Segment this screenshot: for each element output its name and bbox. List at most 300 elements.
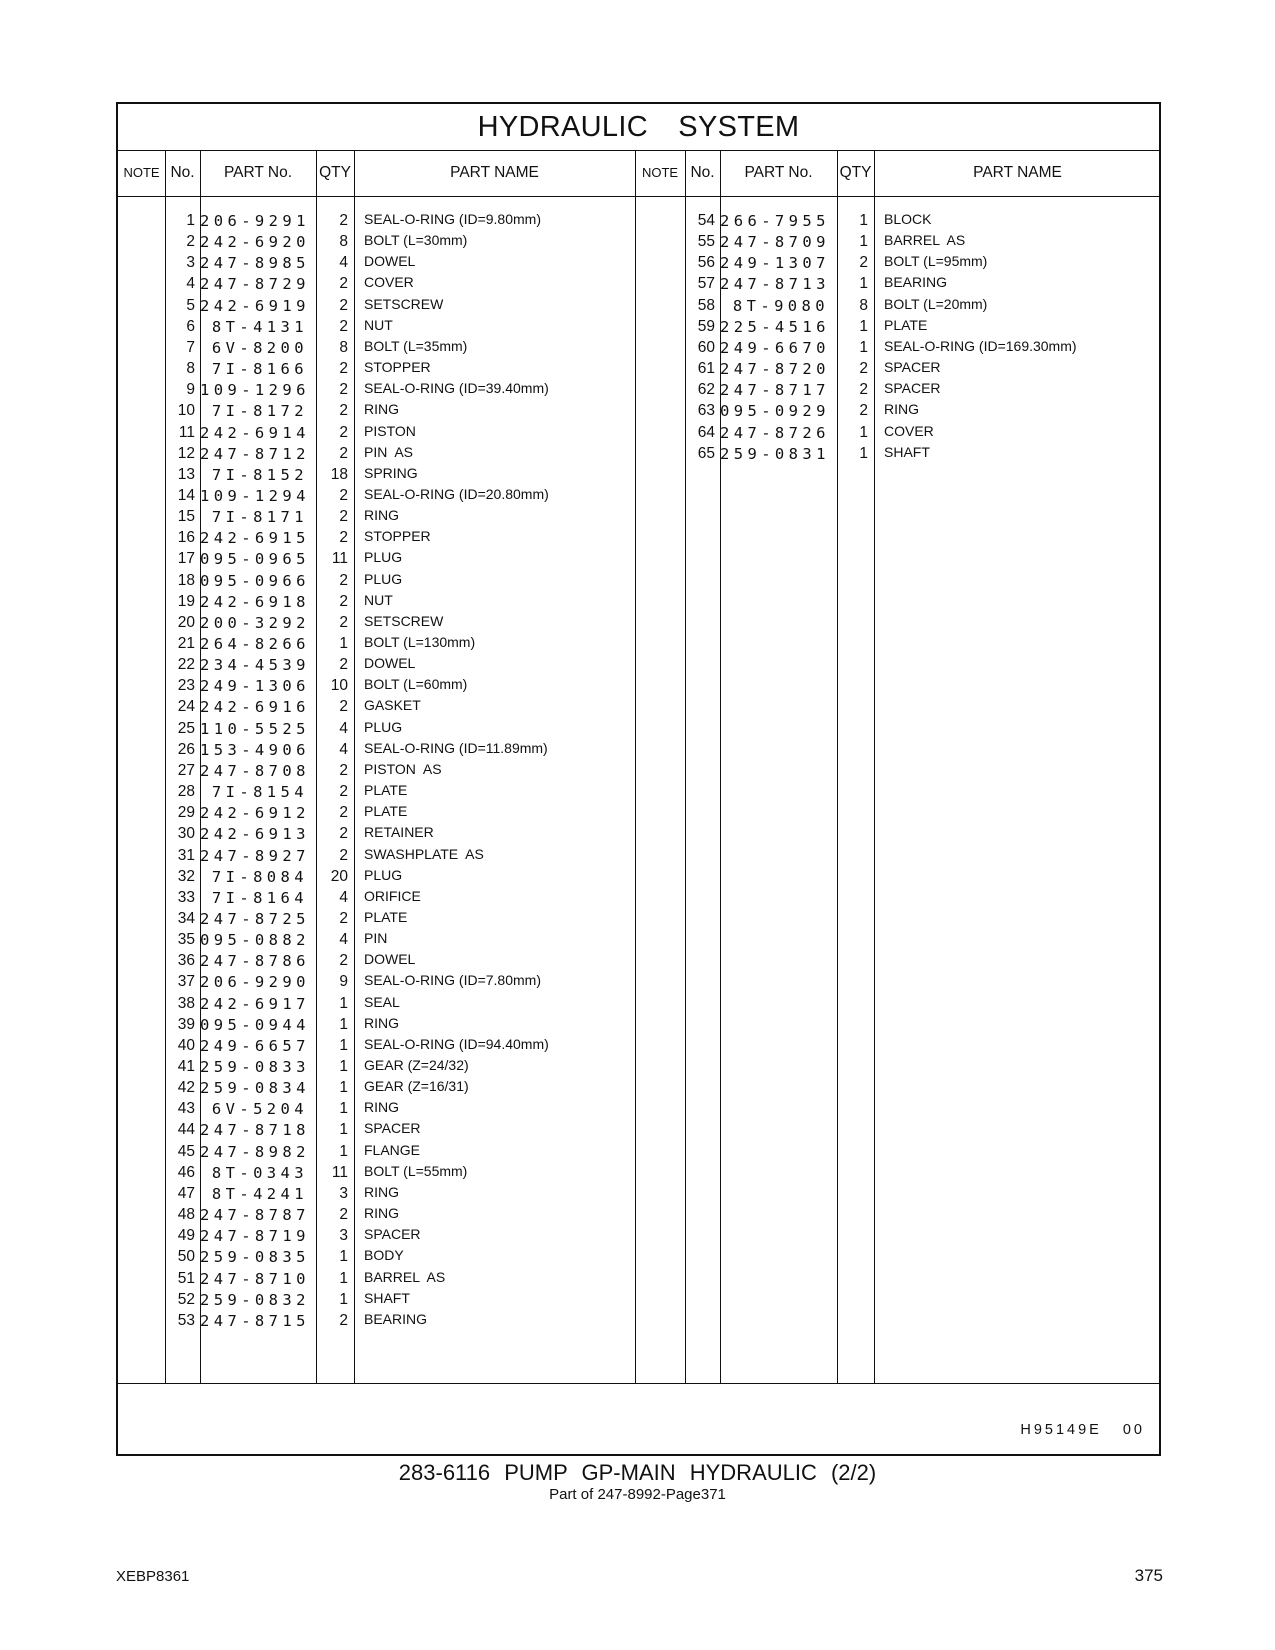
- quantity: 3: [339, 1184, 348, 1202]
- part-number: 6V-8200: [211, 338, 308, 357]
- part-number: 242-6919: [200, 296, 310, 315]
- item-number: 44: [177, 1121, 195, 1139]
- quantity: 2: [859, 402, 868, 420]
- quantity: 4: [339, 719, 348, 737]
- item-number: 46: [177, 1163, 195, 1181]
- quantity: 2: [339, 381, 348, 399]
- part-number: 242-6916: [200, 698, 310, 717]
- item-number: 3: [186, 254, 195, 272]
- quantity: 1: [339, 994, 348, 1012]
- part-name: DOWEL: [364, 655, 416, 672]
- quantity: 2: [339, 825, 348, 843]
- item-number: 20: [177, 613, 195, 631]
- table-row: [118, 929, 1159, 951]
- quantity: 2: [859, 360, 868, 378]
- item-number: 41: [177, 1058, 195, 1075]
- table-row: [118, 485, 1159, 507]
- part-name: PISTON: [364, 422, 416, 439]
- quantity: 2: [339, 423, 348, 441]
- quantity: 1: [859, 317, 868, 335]
- quantity: 1: [339, 1100, 348, 1118]
- part-name: FLANGE: [364, 1141, 421, 1158]
- table-row: [118, 1077, 1159, 1099]
- item-number: 42: [177, 1079, 195, 1097]
- quantity: 8: [859, 296, 868, 314]
- part-number: 110-5525: [200, 719, 310, 738]
- part-number: 242-6915: [200, 529, 310, 548]
- part-name: BARREL AS: [364, 1268, 446, 1285]
- table-row: [118, 739, 1159, 761]
- item-number: 36: [177, 952, 195, 970]
- part-number: 247-8720: [720, 360, 830, 379]
- document-id: XEBP8361: [116, 1568, 190, 1585]
- header-part-right: PART No.: [744, 164, 813, 181]
- table-row: [118, 866, 1159, 888]
- part-name: PLATE: [364, 908, 408, 925]
- part-name: PLATE: [364, 782, 408, 799]
- part-number: 247-8708: [200, 761, 310, 780]
- table-row: [118, 675, 1159, 697]
- table-row: [118, 1310, 1159, 1332]
- part-number: 7I-8171: [211, 508, 308, 527]
- item-number: 26: [177, 740, 195, 758]
- item-number: 30: [177, 825, 195, 843]
- quantity: 4: [339, 931, 348, 949]
- quantity: 2: [339, 296, 348, 314]
- header-name-left: PART NAME: [450, 164, 539, 181]
- part-name: BOLT (L=130mm): [364, 634, 476, 650]
- table-row: [118, 506, 1159, 528]
- item-number: 28: [177, 783, 195, 801]
- quantity: 1: [339, 1079, 348, 1097]
- part-name: BEARING: [364, 1310, 428, 1327]
- part-name: SHAFT: [884, 443, 930, 460]
- part-name: PISTON AS: [364, 760, 442, 777]
- part-name: SEAL-O-RING (ID=11.89mm): [364, 739, 548, 756]
- part-name: SEAL-O-RING (ID=7.80mm): [364, 972, 541, 989]
- item-number: 48: [177, 1206, 195, 1224]
- part-number: 247-8712: [200, 444, 310, 463]
- quantity: 2: [339, 317, 348, 335]
- item-number: 18: [177, 571, 195, 589]
- table-row: [118, 210, 1159, 232]
- quantity: 2: [339, 952, 348, 970]
- part-name: GEAR (Z=24/32): [364, 1057, 469, 1073]
- part-name: SPACER: [364, 1120, 421, 1137]
- part-name: BOLT (L=60mm): [364, 676, 468, 693]
- caption-main: 283-6116 PUMP GP-MAIN HYDRAULIC (2/2): [398, 1460, 877, 1485]
- item-number: 61: [697, 360, 715, 378]
- part-number: 259-0833: [200, 1058, 310, 1076]
- item-number: 23: [177, 677, 195, 695]
- item-number: 1: [186, 212, 195, 229]
- table-row: [118, 464, 1159, 486]
- table-row: [118, 273, 1159, 295]
- part-number: 8T-4131: [211, 317, 308, 336]
- part-number: 095-0929: [720, 402, 830, 421]
- item-number: 15: [177, 508, 195, 526]
- quantity: 1: [859, 233, 868, 251]
- quantity: 2: [339, 360, 348, 378]
- table-row: [118, 1225, 1159, 1247]
- part-name: STOPPER: [364, 359, 431, 376]
- table-row: [118, 1268, 1159, 1290]
- table-row: [118, 1014, 1159, 1036]
- parts-table-body: [118, 196, 1159, 1383]
- part-name: RING: [364, 401, 399, 418]
- part-name: SETSCREW: [364, 295, 444, 312]
- table-row: [118, 1098, 1159, 1120]
- part-name: BOLT (L=30mm): [364, 232, 468, 249]
- caption-sub: Part of 247-8992-Page371: [549, 1486, 726, 1503]
- part-name: PLUG: [364, 718, 403, 735]
- item-number: 6: [186, 317, 195, 335]
- column-header-row: [118, 150, 1159, 197]
- part-number: 247-8713: [720, 275, 830, 294]
- part-number: 8T-4241: [211, 1184, 308, 1203]
- quantity: 1: [859, 444, 868, 462]
- part-number: 8T-9080: [732, 296, 829, 315]
- table-row: [118, 1056, 1159, 1078]
- table-row: [118, 400, 1159, 422]
- item-number: 60: [697, 338, 715, 356]
- table-row: [118, 548, 1159, 570]
- part-number: 247-8719: [200, 1227, 310, 1246]
- table-row: [118, 654, 1159, 676]
- page-number: 375: [1134, 1566, 1163, 1585]
- table-row: [118, 845, 1159, 867]
- item-number: 11: [178, 423, 195, 441]
- part-name: PIN AS: [364, 443, 414, 460]
- item-number: 29: [177, 804, 195, 822]
- quantity: 1: [339, 635, 348, 652]
- quantity: 2: [339, 783, 348, 801]
- item-number: 51: [177, 1269, 195, 1287]
- table-row: [118, 1204, 1159, 1226]
- quantity: 11: [331, 550, 348, 568]
- quantity: 9: [339, 973, 348, 991]
- item-number: 13: [177, 465, 195, 483]
- part-name: SPACER: [884, 380, 941, 397]
- part-number: 247-8715: [200, 1311, 310, 1330]
- quantity: 10: [330, 677, 348, 695]
- part-name: COVER: [364, 274, 414, 291]
- title-row: [118, 104, 1159, 151]
- table-row: [118, 337, 1159, 359]
- part-number: 259-0834: [200, 1079, 310, 1098]
- part-number: 242-6913: [200, 825, 310, 844]
- part-name: RING: [364, 507, 399, 524]
- part-number: 247-8982: [200, 1142, 310, 1161]
- item-number: 52: [177, 1290, 195, 1308]
- quantity: 2: [339, 698, 348, 716]
- table-row: [118, 887, 1159, 909]
- part-name: NUT: [364, 316, 393, 333]
- item-number: 64: [697, 423, 715, 441]
- quantity: 2: [339, 444, 348, 462]
- item-number: 5: [186, 296, 195, 314]
- table-row: [118, 718, 1159, 740]
- part-number: 095-0944: [200, 1015, 310, 1034]
- quantity: 20: [330, 867, 348, 885]
- item-number: 56: [697, 254, 715, 272]
- item-number: 10: [177, 402, 195, 420]
- item-number: 25: [177, 719, 195, 737]
- table-row: [118, 950, 1159, 972]
- part-name: BOLT (L=95mm): [884, 253, 988, 270]
- table-row: [118, 1119, 1159, 1141]
- table-row: [118, 1289, 1159, 1311]
- part-number: 095-0882: [200, 931, 310, 950]
- quantity: 4: [339, 888, 348, 906]
- quantity: 2: [339, 486, 348, 504]
- table-row: [118, 823, 1159, 845]
- part-number: 247-8710: [200, 1269, 310, 1288]
- part-number: 242-6914: [200, 423, 310, 442]
- part-name: COVER: [884, 422, 934, 439]
- item-number: 35: [177, 931, 195, 949]
- quantity: 1: [859, 338, 868, 356]
- table-row: [118, 781, 1159, 803]
- item-number: 57: [697, 275, 715, 293]
- quantity: 4: [339, 740, 348, 758]
- item-number: 65: [697, 444, 715, 462]
- table-row: [118, 633, 1159, 655]
- part-number: 7I-8172: [211, 402, 308, 421]
- part-number: 247-8786: [200, 952, 310, 971]
- header-note-right: NOTE: [641, 165, 679, 180]
- part-number: 247-8729: [200, 275, 310, 294]
- table-row: [118, 379, 1159, 401]
- part-name: SEAL-O-RING (ID=9.80mm): [364, 211, 541, 227]
- quantity: 1: [339, 1142, 348, 1160]
- part-name: RING: [364, 1205, 399, 1222]
- part-number: 206-9291: [200, 212, 310, 230]
- table-row: [118, 612, 1159, 634]
- quantity: 1: [859, 275, 868, 293]
- table-row: [118, 696, 1159, 718]
- item-number: 63: [697, 402, 715, 420]
- part-name: BOLT (L=55mm): [364, 1162, 468, 1179]
- part-number: 259-0835: [200, 1248, 310, 1267]
- table-row: [118, 1141, 1159, 1163]
- table-row: [118, 527, 1159, 549]
- item-number: 19: [177, 592, 195, 610]
- part-number: 095-0965: [200, 550, 310, 569]
- quantity: 1: [859, 212, 868, 229]
- part-name: SHAFT: [364, 1289, 410, 1306]
- quantity: 2: [339, 592, 348, 610]
- quantity: 4: [339, 254, 348, 272]
- part-name: BOLT (L=20mm): [884, 295, 988, 312]
- part-number: 7I-8152: [211, 465, 308, 484]
- part-number: 249-1307: [720, 254, 830, 273]
- quantity: 2: [339, 846, 348, 864]
- quantity: 1: [339, 1248, 348, 1266]
- part-number: 153-4906: [200, 740, 310, 759]
- part-name: SEAL: [364, 993, 400, 1010]
- table-row: [118, 443, 1159, 465]
- item-number: 17: [177, 550, 195, 568]
- table-row: [118, 252, 1159, 274]
- quantity: 1: [339, 1015, 348, 1033]
- item-number: 55: [697, 233, 715, 251]
- part-number: 247-8718: [200, 1121, 310, 1140]
- part-name: RING: [364, 1183, 399, 1200]
- part-name: PLUG: [364, 570, 403, 587]
- quantity: 1: [339, 1058, 348, 1075]
- quantity: 1: [859, 423, 868, 441]
- quantity: 8: [339, 233, 348, 251]
- quantity: 2: [859, 381, 868, 399]
- part-number: 264-8266: [200, 635, 310, 653]
- part-name: RING: [884, 401, 919, 418]
- footer-rule: [118, 1383, 1159, 1384]
- part-number: 249-6657: [200, 1036, 310, 1055]
- quantity: 1: [339, 1036, 348, 1054]
- item-number: 33: [177, 888, 195, 906]
- quantity: 2: [339, 804, 348, 822]
- part-number: 242-6918: [200, 592, 310, 611]
- quantity: 1: [339, 1121, 348, 1139]
- table-row: [118, 1035, 1159, 1057]
- drawing-code: H95149E 00: [1020, 1422, 1145, 1438]
- item-number: 4: [186, 275, 195, 293]
- table-row: [118, 358, 1159, 380]
- part-name: SPACER: [884, 359, 941, 376]
- part-number: 225-4516: [720, 317, 830, 336]
- part-name: BOLT (L=35mm): [364, 337, 468, 354]
- part-name: BLOCK: [884, 211, 932, 227]
- header-name-right: PART NAME: [973, 164, 1062, 181]
- part-number: 242-6920: [200, 233, 310, 252]
- header-part-left: PART No.: [223, 164, 293, 181]
- part-name: SEAL-O-RING (ID=169.30mm): [884, 337, 1077, 354]
- part-number: 7I-8164: [211, 888, 308, 907]
- quantity: 2: [339, 761, 348, 779]
- part-number: 249-6670: [720, 338, 830, 357]
- quantity: 18: [330, 465, 348, 483]
- part-name: PLATE: [884, 316, 928, 333]
- part-name: PIN: [364, 930, 388, 947]
- part-name: SEAL-O-RING (ID=94.40mm): [364, 1035, 549, 1052]
- part-name: SWASHPLATE AS: [364, 845, 484, 862]
- quantity: 2: [339, 656, 348, 674]
- quantity: 2: [339, 212, 348, 229]
- item-number: 24: [177, 698, 195, 716]
- quantity: 2: [339, 1311, 348, 1329]
- part-name: SPACER: [364, 1226, 421, 1243]
- item-number: 22: [177, 656, 195, 674]
- quantity: 1: [339, 1290, 348, 1308]
- table-row: [118, 1246, 1159, 1268]
- part-number: 242-6917: [200, 994, 310, 1013]
- part-name: NUT: [364, 591, 393, 608]
- item-number: 62: [697, 381, 715, 399]
- part-number: 259-0831: [720, 444, 830, 463]
- quantity: 11: [331, 1163, 348, 1181]
- item-number: 2: [186, 233, 195, 251]
- part-name: SPRING: [364, 464, 418, 481]
- table-row: [118, 422, 1159, 444]
- table-row: [118, 591, 1159, 613]
- part-name: ORIFICE: [364, 887, 421, 904]
- item-number: 12: [177, 444, 195, 462]
- quantity: 2: [339, 529, 348, 547]
- item-number: 16: [177, 529, 195, 547]
- part-name: DOWEL: [364, 253, 416, 270]
- part-number: 247-8709: [720, 233, 830, 252]
- part-number: 7I-8084: [211, 867, 308, 886]
- item-number: 34: [177, 909, 195, 927]
- item-number: 7: [186, 338, 195, 356]
- item-number: 58: [697, 296, 715, 314]
- page-title: HYDRAULIC SYSTEM: [477, 111, 800, 143]
- header-no-right: No.: [690, 164, 715, 181]
- item-number: 27: [177, 761, 195, 779]
- part-number: 242-6912: [200, 804, 310, 823]
- table-row: [118, 993, 1159, 1015]
- item-number: 49: [177, 1227, 195, 1245]
- table-row: [118, 908, 1159, 930]
- table-row: [118, 760, 1159, 782]
- part-name: GASKET: [364, 697, 421, 714]
- header-no-left: No.: [170, 164, 195, 181]
- part-number: 200-3292: [200, 613, 310, 632]
- part-number: 7I-8166: [211, 360, 308, 379]
- item-number: 31: [177, 846, 195, 864]
- part-name: SEAL-O-RING (ID=20.80mm): [364, 485, 549, 502]
- item-number: 40: [177, 1036, 195, 1054]
- item-number: 43: [177, 1100, 195, 1118]
- part-number: 095-0966: [200, 571, 310, 590]
- part-number: 249-1306: [200, 677, 310, 696]
- caption: [0, 1460, 1275, 1504]
- part-name: SEAL-O-RING (ID=39.40mm): [364, 380, 549, 397]
- quantity: 2: [339, 508, 348, 526]
- item-number: 8: [186, 360, 195, 378]
- table-row: [118, 295, 1159, 317]
- part-name: PLATE: [364, 803, 408, 820]
- item-number: 9: [186, 381, 195, 399]
- part-number: 109-1294: [200, 486, 310, 505]
- part-number: 247-8717: [720, 381, 830, 400]
- part-name: GEAR (Z=16/31): [364, 1078, 469, 1095]
- parts-table-frame: [116, 102, 1161, 1456]
- item-number: 39: [177, 1015, 195, 1033]
- part-number: 266-7955: [720, 212, 830, 230]
- part-number: 247-8985: [200, 254, 310, 273]
- part-name: PLUG: [364, 549, 403, 566]
- part-name: STOPPER: [364, 528, 431, 545]
- quantity: 8: [339, 338, 348, 356]
- item-number: 59: [697, 317, 715, 335]
- part-name: SETSCREW: [364, 612, 444, 629]
- part-number: 7I-8154: [211, 783, 308, 802]
- part-name: RING: [364, 1099, 399, 1116]
- table-row: [118, 1183, 1159, 1205]
- item-number: 14: [177, 486, 195, 504]
- part-name: RING: [364, 1014, 399, 1031]
- part-name: DOWEL: [364, 951, 416, 968]
- header-qty-right: QTY: [839, 164, 872, 181]
- part-number: 247-8787: [200, 1206, 310, 1225]
- part-number: 8T-0343: [211, 1163, 308, 1182]
- item-number: 50: [177, 1248, 195, 1266]
- header-qty-left: QTY: [319, 164, 351, 181]
- part-number: 206-9290: [200, 973, 310, 992]
- part-number: 259-0832: [200, 1290, 310, 1309]
